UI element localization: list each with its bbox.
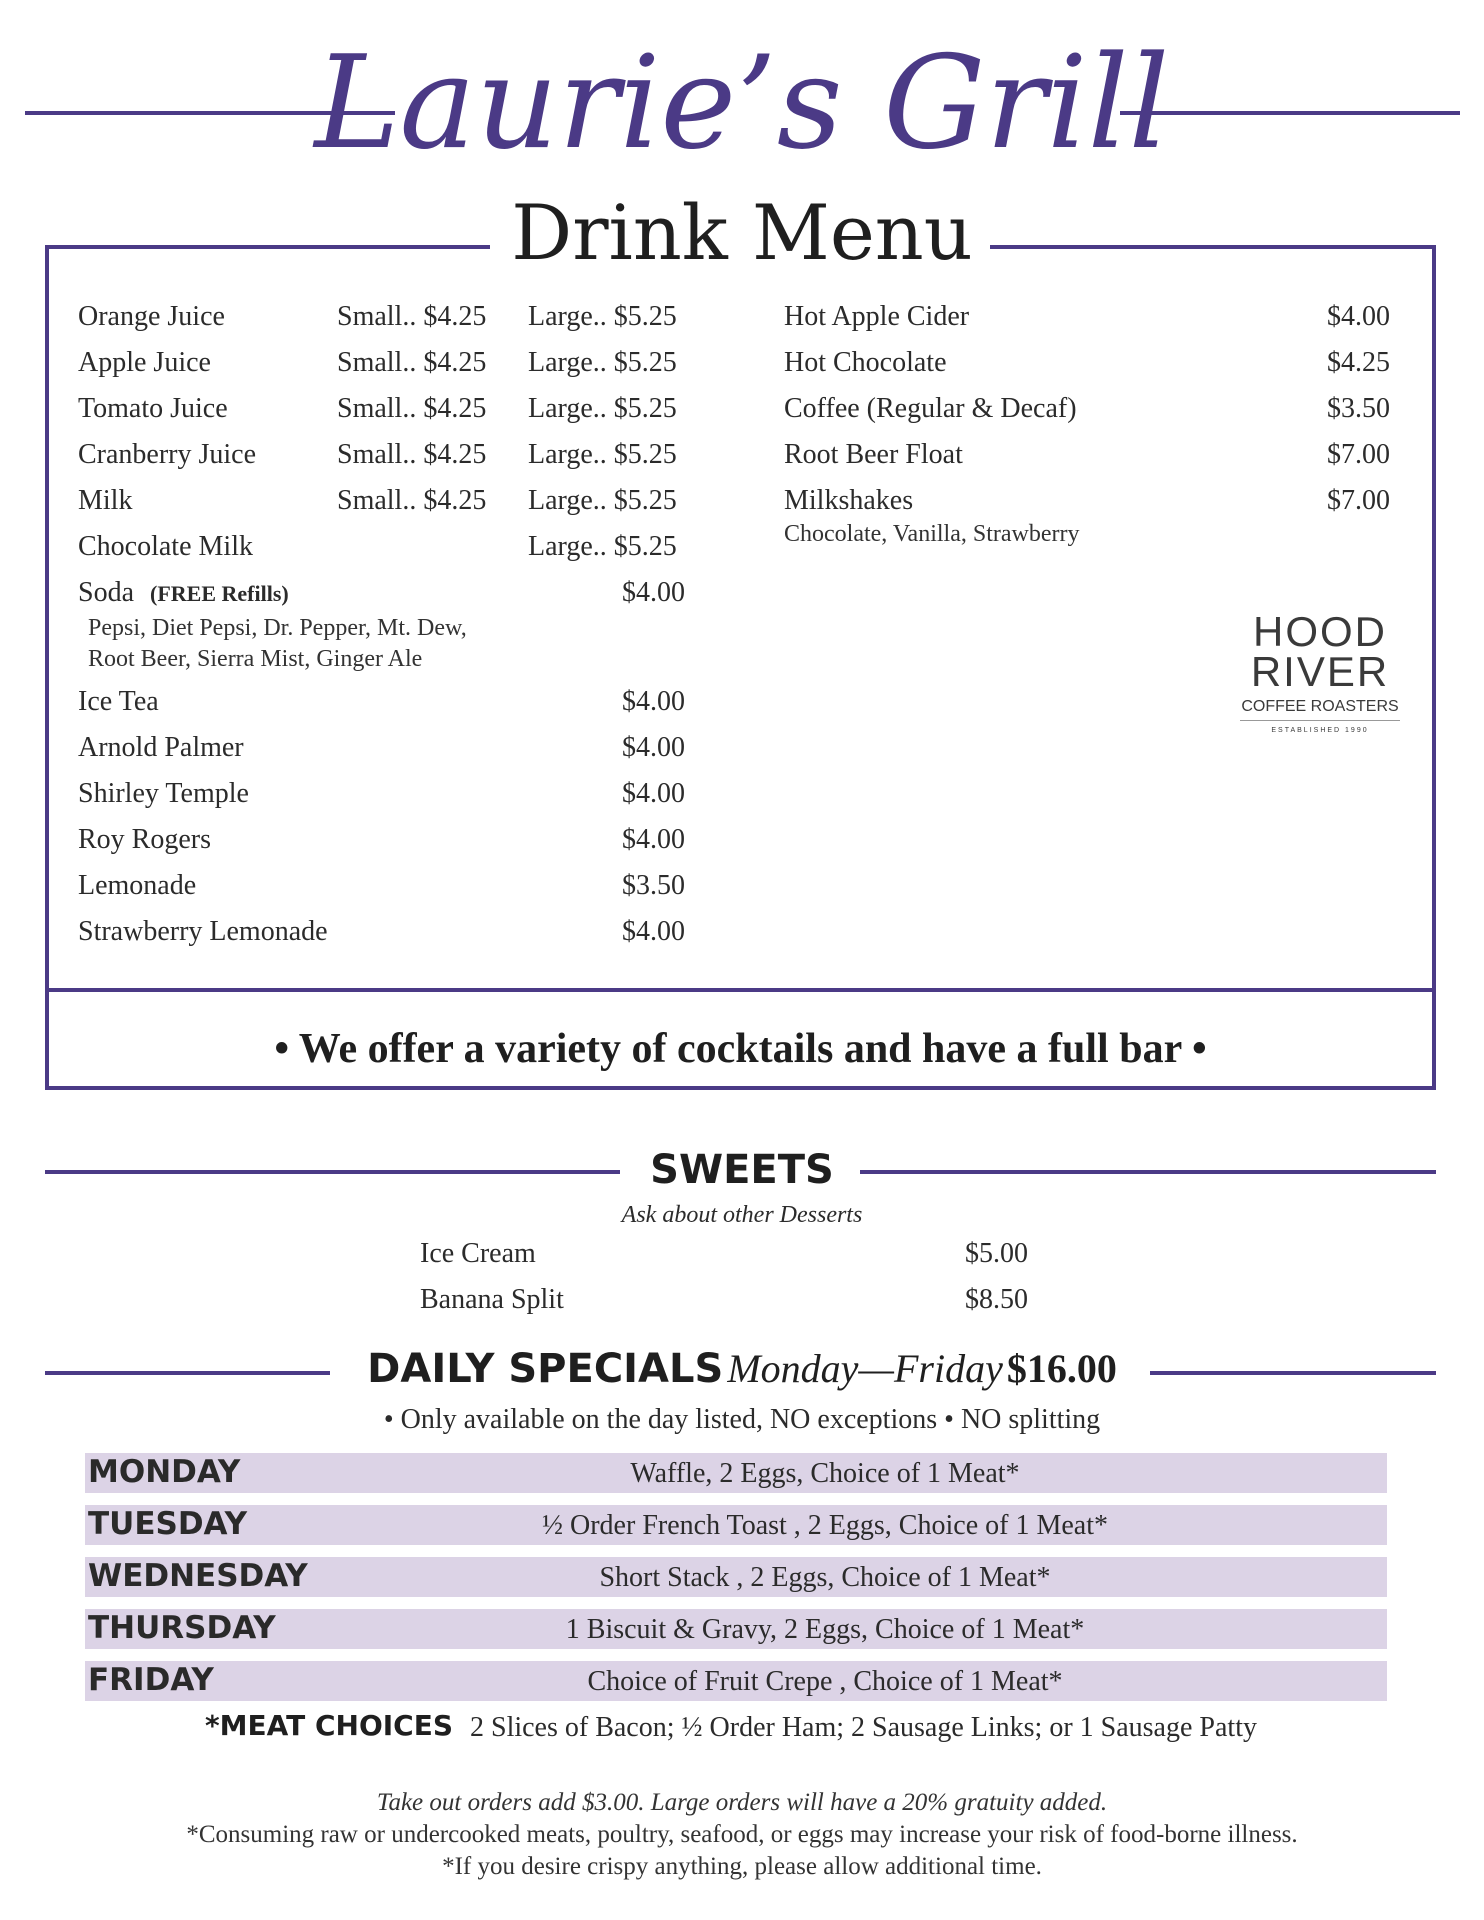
soda-refill-note: (FREE Refills) [150,581,289,606]
drink-price: $4.00 [622,686,685,717]
day-special: Short Stack , 2 Eggs, Choice of 1 Meat* [599,1562,1051,1593]
drink-price: $4.00 [622,577,685,608]
day-name: MONDAY [88,1454,241,1490]
specials-price: $16.00 [1006,1346,1117,1391]
drink-name: Arnold Palmer [78,732,244,763]
meat-choices-label: *MEAT CHOICES [205,1709,454,1742]
drink-name: Tomato Juice [78,393,228,424]
specials-days-range: Monday—Friday [727,1346,1003,1391]
drink-large-price: Large.. $5.25 [528,347,677,378]
drink-price: $4.00 [1327,301,1390,332]
logo-line: RIVER [1250,648,1390,695]
drink-name: Hot Chocolate [784,347,947,378]
drink-price: $3.50 [622,870,685,901]
hood-river-logo [1240,608,1400,734]
drink-name: Coffee (Regular & Decaf) [784,393,1077,424]
drink-price: $4.00 [622,824,685,855]
drink-name: Ice Tea [78,686,159,717]
drink-name: Shirley Temple [78,778,249,809]
dessert-price: $8.50 [965,1284,1028,1315]
logo-line: COFFEE ROASTERS [1240,698,1400,721]
drink-price: $7.00 [1327,439,1390,470]
crispy-note: *If you desire crispy anything, please allow additional time. [442,1853,1042,1880]
takeout-note: Take out orders add $3.00. Large orders will have a 20% gratuity added. [376,1789,1108,1816]
drink-name: Apple Juice [78,347,211,378]
drink-name: Lemonade [78,870,197,901]
specials-note: • Only available on the day listed, NO exceptions • NO splitting [383,1404,1101,1435]
drink-name: Chocolate Milk [78,531,253,562]
drink-price: $4.00 [622,778,685,809]
health-warning: *Consuming raw or undercooked meats, poultry, seafood, or eggs may increase your risk of food-borne illness. [186,1821,1298,1848]
drink-large-price: Large.. $5.25 [528,301,677,332]
restaurant-title: Laurie’s Grill [314,29,1170,178]
drink-small-price: Small.. $4.25 [337,485,487,516]
logo-line: HOOD [1253,608,1387,655]
drink-large-price: Large.. $5.25 [528,393,677,424]
drink-name: Milk [78,485,133,516]
drink-name: Roy Rogers [78,824,211,855]
dessert-name: Ice Cream [420,1238,536,1269]
day-name: TUESDAY [88,1506,248,1542]
drink-small-price: Small.. $4.25 [337,393,487,424]
drink-price: $4.00 [622,916,685,947]
dessert-name: Banana Split [420,1284,564,1315]
specials-heading [0,1346,1484,1392]
drink-name: Root Beer Float [784,439,963,470]
day-name: WEDNESDAY [88,1558,308,1594]
drink-small-price: Small.. $4.25 [337,347,487,378]
bar-note: • We offer a variety of cocktails and have a full bar • [274,1026,1207,1072]
drink-small-price: Small.. $4.25 [337,301,487,332]
drink-price: $4.00 [622,732,685,763]
drink-name: Milkshakes [784,485,914,516]
sweets-title: SWEETS [650,1147,834,1193]
day-special: ½ Order French Toast , 2 Eggs, Choice of 1 Meat* [542,1510,1108,1541]
dessert-price: $5.00 [965,1238,1028,1269]
meat-choices: 2 Slices of Bacon; ½ Order Ham; 2 Sausage Links; or 1 Sausage Patty [470,1712,1257,1743]
drink-name: Soda [78,577,134,608]
drink-small-price: Small.. $4.25 [337,439,487,470]
drink-menu-heading: Drink Menu [511,188,973,277]
drink-large-price: Large.. $5.25 [528,439,677,470]
soda-flavors: Root Beer, Sierra Mist, Ginger Ale [88,646,423,672]
specials-title: DAILY SPECIALS [367,1346,724,1392]
day-name: FRIDAY [88,1662,214,1698]
soda-flavors: Pepsi, Diet Pepsi, Dr. Pepper, Mt. Dew, [88,615,467,641]
drink-price: $7.00 [1327,485,1390,516]
drink-price: $4.25 [1327,347,1390,378]
day-special: 1 Biscuit & Gravy, 2 Eggs, Choice of 1 Meat* [565,1614,1085,1645]
day-special: Choice of Fruit Crepe , Choice of 1 Meat* [587,1666,1063,1697]
drink-name: Strawberry Lemonade [78,916,328,947]
drink-price: $3.50 [1327,393,1390,424]
day-name: THURSDAY [88,1610,276,1646]
sweets-note: Ask about other Desserts [621,1202,863,1228]
drink-name: Orange Juice [78,301,225,332]
logo-line: ESTABLISHED 1990 [1271,727,1369,734]
milkshake-flavors: Chocolate, Vanilla, Strawberry [784,521,1080,547]
drink-large-price: Large.. $5.25 [528,531,677,562]
drink-large-price: Large.. $5.25 [528,485,677,516]
drink-name: Hot Apple Cider [784,301,970,332]
bar-divider [45,988,1436,992]
day-special: Waffle, 2 Eggs, Choice of 1 Meat* [630,1458,1020,1489]
drink-name: Cranberry Juice [78,439,257,470]
